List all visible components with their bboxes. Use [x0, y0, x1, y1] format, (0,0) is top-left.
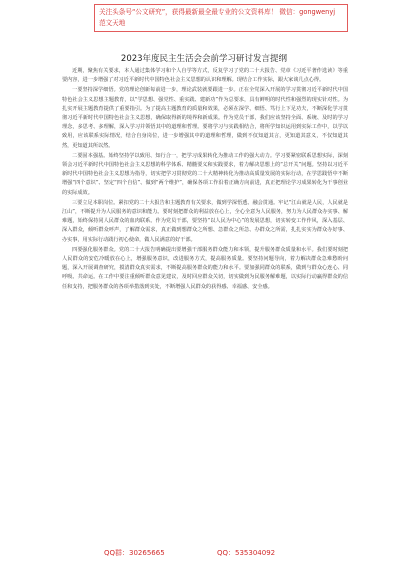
- paragraph-1: 一要坚持深学细悟。党的理论创新每前进一步，理论武装就要跟进一步。正在全党深入开展的学习贯彻习近平新时代中国特色社会主义思想主题教育，以“学思想、强党性、重实践、建新功”作为总要求，具有鲜明的时代性和强烈的现实针对性。为扎实开展主题教育提供了重要指引。为了提高主题教育的质量和效果，必须在深学、细悟、笃行上下足功夫，不断深化学习贯彻习近平新时代中国特色社会主义思想，确保取得新的境界和新成果。作为党员干部，我们应该坚持全面、系统、及时的学习理念，多思考、多理解，深入学习并领悟其中的道理和哲理。要将学习与实践相结合，将所学知识运用到实际工作中，以学以致用，应该联系实际情况，结合自身岗位，进一步增强其中的道理和哲理，做到不仅知道其言，更知道其意义，不仅知道其然，更知道其所以然。: [62, 87, 348, 149]
- document-title: 2023年度民主生活会会前学习研讨发言提纲: [120, 54, 288, 64]
- document-body: [62, 67, 348, 293]
- banner-line-1: 关注头条号“公文研究”，获得最新最全最专业的公文资料库！ 微信：gongwenyj: [99, 8, 336, 16]
- footer: [0, 548, 408, 572]
- footer-qq: QQ：535304092: [217, 549, 276, 557]
- paragraph-intro: 近期，聚焦有关要求，本人通过集体学习和个人自学等方式，反复学习了党的二十大报告、党章《习近平著作选读》等重要内容，进一步增强了对习近平新时代中国特色社会主义思想的认识和理解。现结合工作实际，跟大家谈几点心得。: [62, 68, 348, 84]
- banner-text: [99, 7, 347, 29]
- paragraph-4: 四要强化服务群众。党的二十大报告明确提出要增强干部服务群众能力和本领，提升服务群众质量和水平。我们要时刻把人民群众的安危冷暖放在心上，增强服务意识，改进服务方式，提高服务质量。要坚持问题导向，着力解决群众急难愁盼问题，深入开展调查研究，摸清群众真实需求，不断提高服务群众的能力和水平。要加强同群众的联系，做到与群众心连心、同呼吸、共命运。在工作中要注重倾听群众意见建议，及时回应群众关切，切实做到为民服务解难题，以实际行动赢得群众的信任和支持，把服务群众的各项举措落到实处，不断增强人民群众的获得感、幸福感、安全感。: [62, 246, 348, 290]
- header-banner: [0, 0, 408, 40]
- paragraph-2: 二要固本强基。始终坚持学以致用、知行合一，把学习成果转化为推动工作的强大动力。学习要紧密联系思想实际，深刻领会习近平新时代中国特色社会主义思想的科学体系、精髓要义和实践要求，着力解决思想上的“总开关”问题。坚持以习近平新时代中国特色社会主义思想为指导，切实把学习贯彻党的二十大精神转化为推动高质量发展的实际行动，在学思践悟中不断增强“四个意识”、坚定“四个自信”、做到“两个维护”，确保各项工作沿着正确方向前进，真正把理论学习成果转化为干事创业的实际成效。: [62, 152, 348, 196]
- footer-qq-group: QQ群：30265665: [104, 549, 165, 557]
- banner-line-2: 范文天地: [99, 19, 126, 27]
- paragraph-3: 三要立足本职岗位。紧扣党的二十大报告和主题教育有关要求，做到学深悟透、融会贯通。牢记“江山就是人民，人民就是江山”，不断提升为人民服务的意识和能力。要时刻把群众的利益放在心上，全心全意为人民服务，努力为人民群众办实事、解难题，始终保持同人民群众的血肉联系。作为党员干部，要坚持“以人民为中心”的发展思想，切实转变工作作风，深入基层、深入群众，倾听群众呼声，了解群众需求，真正做到想群众之所想、急群众之所急、办群众之所需，扎扎实实为群众办好事、办实事，用实际行动践行初心使命，做人民满意的好干部。: [62, 199, 348, 243]
